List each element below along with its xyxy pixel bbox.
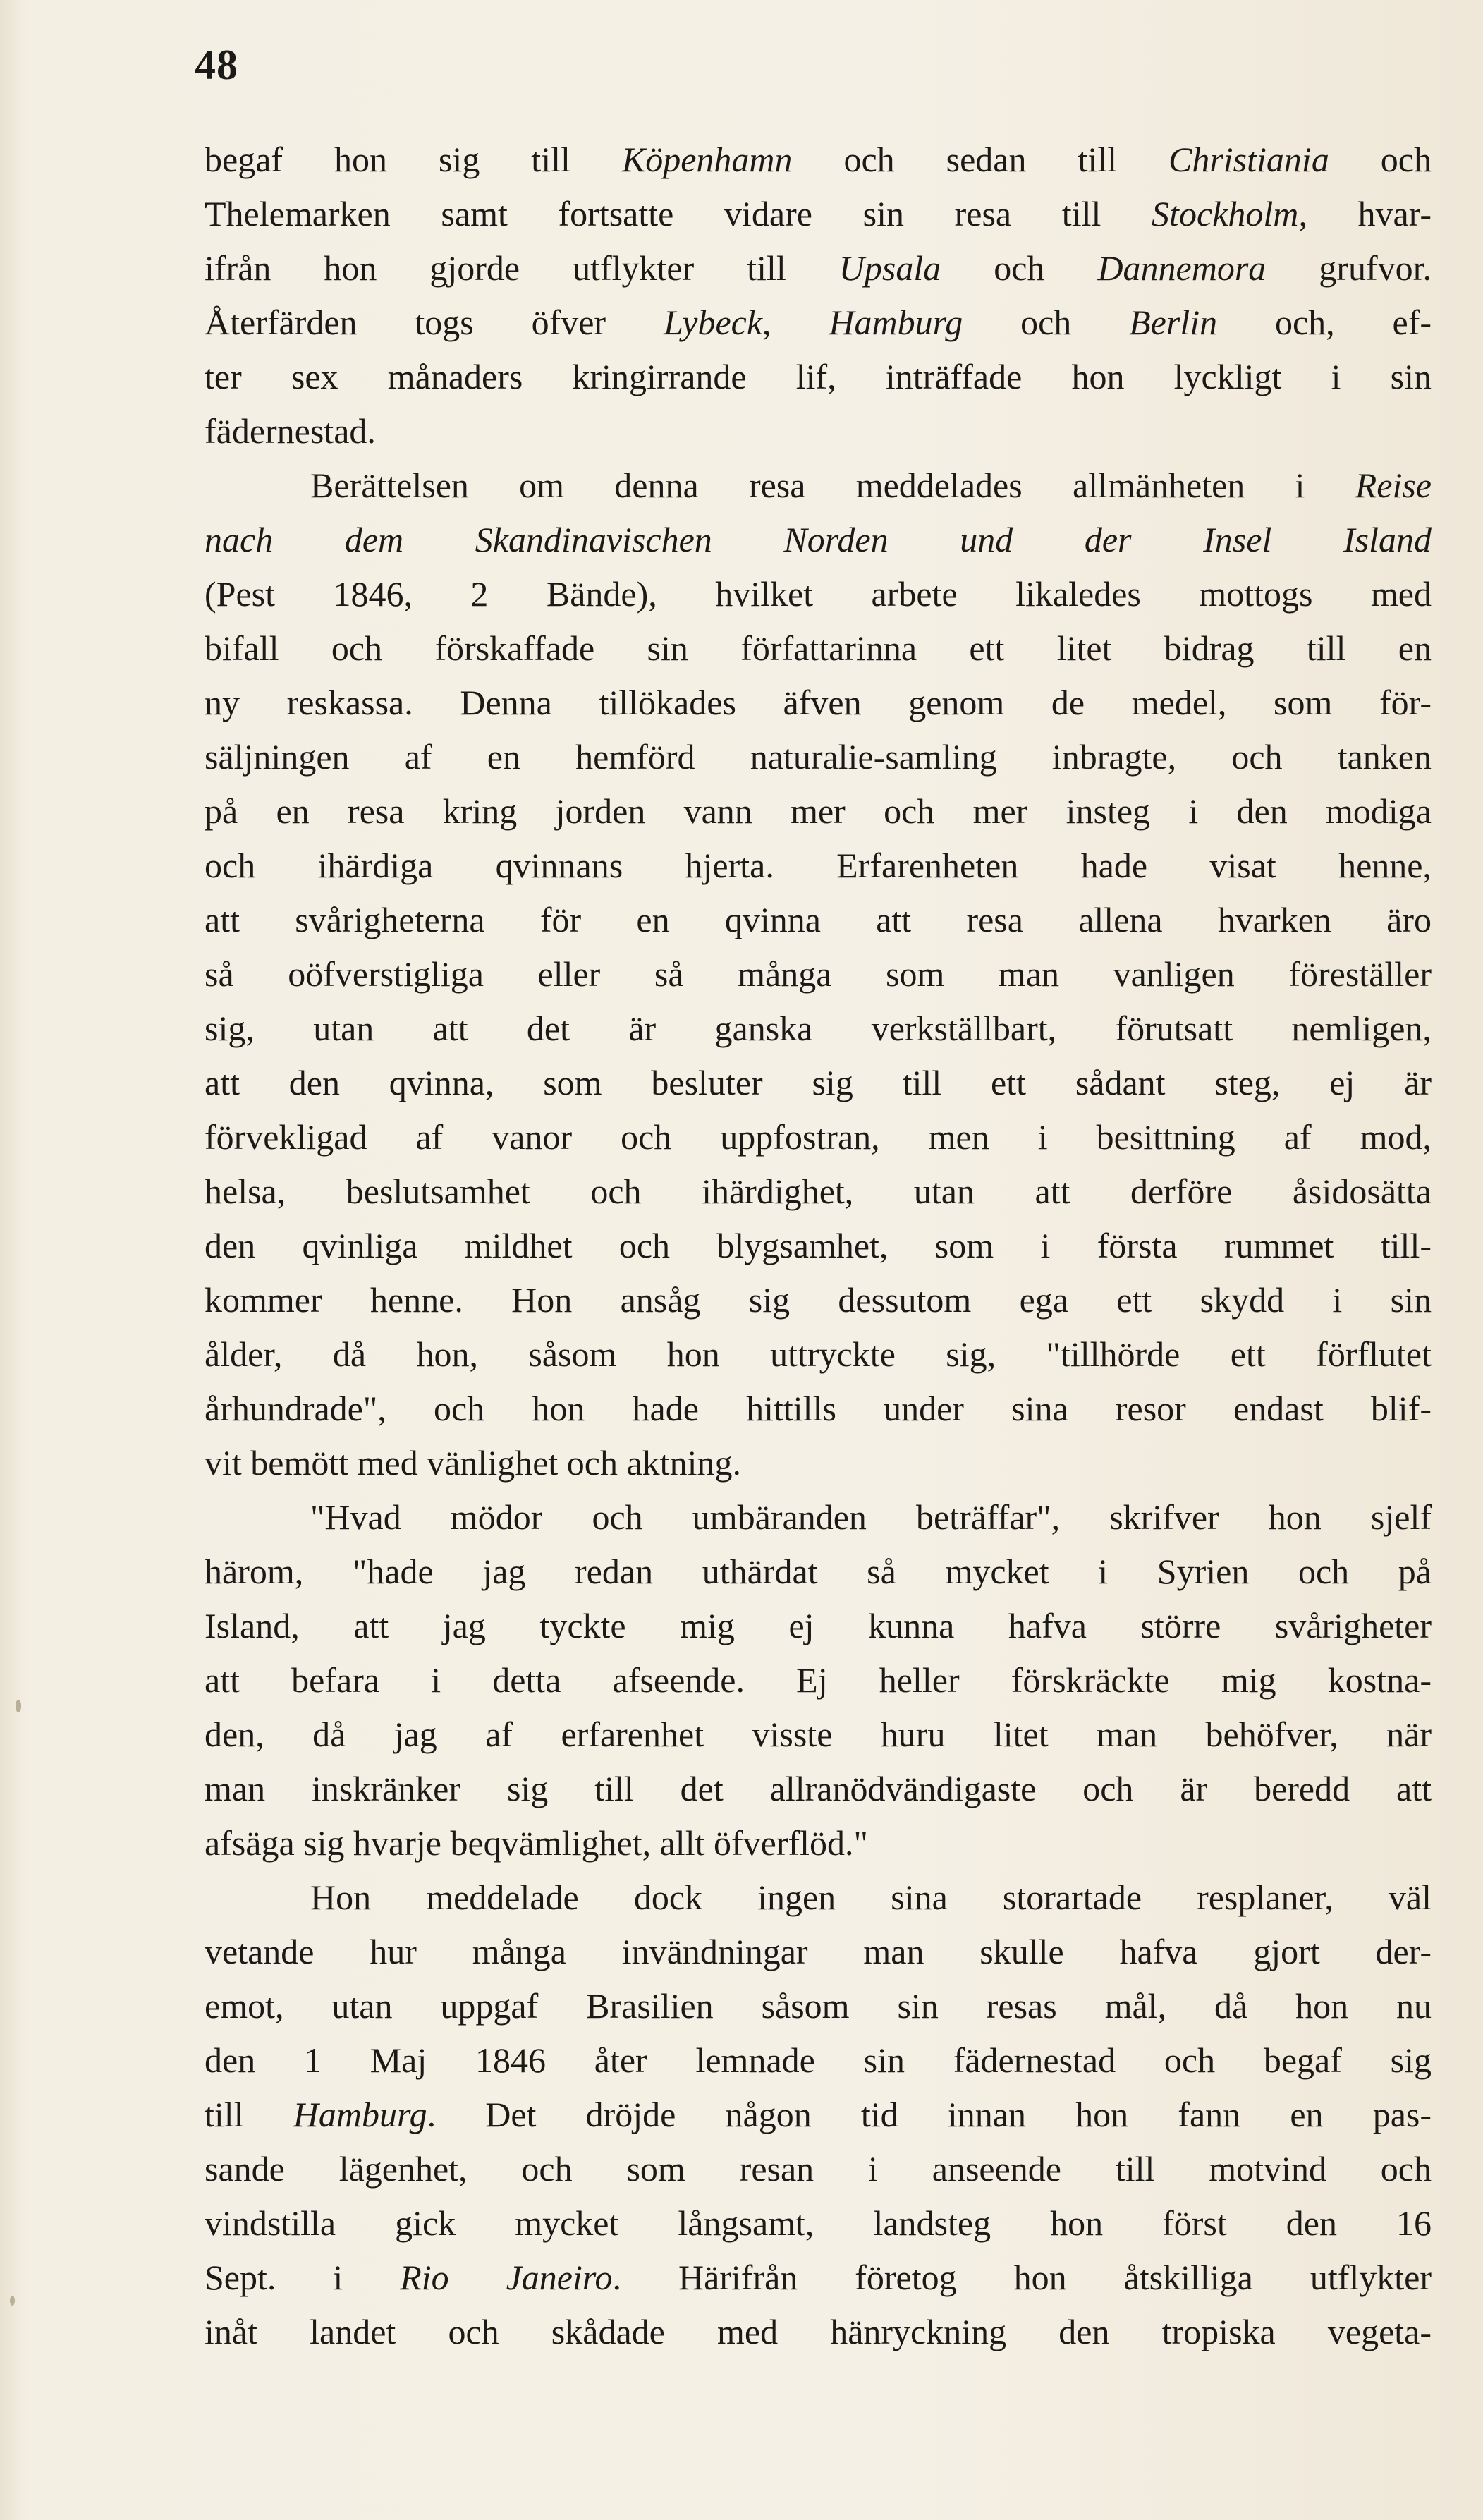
text-segment: säljningen af en hemförd naturalie-samling inbragte, och tanken bbox=[205, 737, 1432, 777]
text-line bbox=[205, 2305, 1432, 2359]
text-segment: Berättelsen om denna resa meddelades allmänheten i bbox=[310, 465, 1355, 505]
text-line bbox=[205, 187, 1432, 241]
text-line bbox=[205, 2033, 1432, 2088]
text-line bbox=[205, 2196, 1432, 2251]
text-segment: ifrån hon gjorde utflykter till bbox=[205, 248, 839, 288]
text-line bbox=[205, 2088, 1432, 2142]
text-segment: så oöfverstigliga eller så många som man vanligen föreställer bbox=[205, 954, 1432, 994]
text-line bbox=[205, 1002, 1432, 1056]
text-segment: och bbox=[941, 248, 1098, 288]
text-line bbox=[205, 1490, 1432, 1545]
text-line bbox=[205, 458, 1432, 513]
text-line bbox=[205, 784, 1432, 839]
text-line bbox=[205, 1762, 1432, 1816]
text-line bbox=[205, 241, 1432, 296]
text-segment: (Pest 1846, 2 Bände), hvilket arbete likaledes mottogs med bbox=[205, 574, 1432, 614]
italic-text-segment: Hamburg bbox=[293, 2095, 427, 2134]
text-segment: att svårigheterna för en qvinna att resa allena hvarken äro bbox=[205, 900, 1432, 939]
text-line bbox=[205, 1816, 1432, 1870]
text-segment: att befara i detta afseende. Ej heller förskräckte mig kostna- bbox=[205, 1660, 1432, 1700]
text-line bbox=[205, 133, 1432, 187]
text-segment: , bbox=[762, 303, 829, 342]
text-segment: och ihärdiga qvinnans hjerta. Erfarenheten hade visat henne, bbox=[205, 846, 1432, 885]
text-segment: Sept. i bbox=[205, 2258, 401, 2297]
paper-speck bbox=[10, 2296, 15, 2306]
text-line bbox=[205, 676, 1432, 730]
text-segment: afsäga sig hvarje beqvämlighet, allt öfverflöd." bbox=[205, 1823, 868, 1863]
text-line bbox=[205, 1653, 1432, 1708]
text-segment: förvekligad af vanor och uppfostran, men i besittning af mod, bbox=[205, 1117, 1432, 1157]
text-line bbox=[205, 1164, 1432, 1219]
text-line bbox=[205, 1599, 1432, 1653]
text-segment: ny reskassa. Denna tillökades äfven genom de medel, som för- bbox=[205, 683, 1432, 722]
text-segment: och bbox=[963, 303, 1130, 342]
text-segment: kommer henne. Hon ansåg sig dessutom ega ett skydd i sin bbox=[205, 1280, 1432, 1320]
text-segment: vindstilla gick mycket långsamt, landsteg hon först den 16 bbox=[205, 2203, 1432, 2243]
text-segment: man inskränker sig till det allranödvändigaste och är beredd att bbox=[205, 1769, 1432, 1808]
text-segment: inåt landet och skådade med hänryckning den tropiska vegeta- bbox=[205, 2312, 1432, 2351]
text-line bbox=[205, 296, 1432, 350]
italic-text-segment: Reise bbox=[1355, 465, 1432, 505]
page-number: 48 bbox=[195, 42, 238, 88]
text-segment: helsa, beslutsamhet och ihärdighet, utan att derföre åsidosätta bbox=[205, 1171, 1432, 1211]
paper-speck bbox=[16, 1700, 21, 1712]
text-line bbox=[205, 893, 1432, 947]
italic-text-segment: Christiania bbox=[1168, 140, 1329, 179]
text-segment: emot, utan uppgaf Brasilien såsom sin resas mål, då hon nu bbox=[205, 1986, 1432, 2026]
text-segment: på en resa kring jorden vann mer och mer insteg i den modiga bbox=[205, 791, 1432, 831]
text-line bbox=[205, 1273, 1432, 1327]
text-line bbox=[205, 621, 1432, 676]
text-segment: vetande hur många invändningar man skulle hafva gjort der- bbox=[205, 1932, 1432, 1971]
italic-text-segment: Rio Janeiro bbox=[400, 2258, 613, 2297]
text-line bbox=[205, 730, 1432, 784]
text-segment: sig, utan att det är ganska verkställbart, förutsatt nemligen, bbox=[205, 1009, 1432, 1048]
text-line bbox=[205, 2251, 1432, 2305]
text-segment: grufvor. bbox=[1266, 248, 1432, 288]
text-line bbox=[205, 404, 1432, 458]
text-line bbox=[205, 567, 1432, 621]
text-line bbox=[205, 1708, 1432, 1762]
text-segment: den 1 Maj 1846 åter lemnade sin fädernestad och begaf sig bbox=[205, 2040, 1432, 2080]
text-segment: att den qvinna, som besluter sig till ett sådant steg, ej är bbox=[205, 1063, 1432, 1102]
italic-text-segment: Köpenhamn bbox=[621, 140, 793, 179]
text-segment: och bbox=[1329, 140, 1432, 179]
text-line bbox=[205, 1327, 1432, 1382]
text-segment: . Härifrån företog hon åtskilliga utflykter bbox=[612, 2258, 1432, 2297]
body-text bbox=[205, 133, 1432, 2359]
text-line bbox=[205, 1110, 1432, 1164]
text-line bbox=[205, 1056, 1432, 1110]
italic-text-segment: nach dem Skandinavischen Norden und der Insel Island bbox=[205, 520, 1432, 559]
text-segment: Återfärden togs öfver bbox=[205, 303, 664, 342]
text-segment: bifall och förskaffade sin författarinna ett litet bidrag till en bbox=[205, 628, 1432, 668]
text-line bbox=[205, 1436, 1432, 1490]
text-line bbox=[205, 2142, 1432, 2196]
text-segment: "Hvad mödor och umbäranden beträffar", skrifver hon sjelf bbox=[310, 1497, 1432, 1537]
italic-text-segment: Stockholm, bbox=[1152, 194, 1307, 233]
text-segment: den, då jag af erfarenhet visste huru litet man behöfver, när bbox=[205, 1715, 1432, 1754]
text-segment: fädernestad. bbox=[205, 411, 376, 451]
text-line bbox=[205, 513, 1432, 567]
text-segment: århundrade", och hon hade hittills under sina resor endast blif- bbox=[205, 1389, 1432, 1428]
text-line bbox=[205, 1979, 1432, 2033]
text-segment: begaf hon sig till bbox=[205, 140, 622, 179]
text-segment: Island, att jag tyckte mig ej kunna hafva större svårigheter bbox=[205, 1606, 1432, 1645]
text-segment: vit bemött med vänlighet och aktning. bbox=[205, 1443, 741, 1483]
text-line bbox=[205, 1219, 1432, 1273]
text-line bbox=[205, 1382, 1432, 1436]
text-segment: hvar- bbox=[1307, 194, 1432, 233]
text-line bbox=[205, 1925, 1432, 1979]
text-segment: härom, "hade jag redan uthärdat så mycket i Syrien och på bbox=[205, 1552, 1432, 1591]
text-segment: och sedan till bbox=[792, 140, 1168, 179]
italic-text-segment: Lybeck bbox=[663, 303, 763, 342]
text-segment: Thelemarken samt fortsatte vidare sin resa till bbox=[205, 194, 1152, 233]
text-segment: den qvinliga mildhet och blygsamhet, som i första rummet till- bbox=[205, 1226, 1432, 1265]
text-line bbox=[205, 1545, 1432, 1599]
italic-text-segment: Hamburg bbox=[829, 303, 963, 342]
italic-text-segment: Upsala bbox=[838, 248, 941, 288]
text-segment: till bbox=[205, 2095, 293, 2134]
text-segment: ter sex månaders kringirrande lif, inträffade hon lyckligt i sin bbox=[205, 357, 1432, 396]
text-line bbox=[205, 839, 1432, 893]
text-segment: . Det dröjde någon tid innan hon fann en pas- bbox=[427, 2095, 1432, 2134]
text-line bbox=[205, 947, 1432, 1002]
text-line bbox=[205, 1870, 1432, 1925]
text-line bbox=[205, 350, 1432, 404]
italic-text-segment: Dannemora bbox=[1097, 248, 1267, 288]
text-segment: och, ef- bbox=[1217, 303, 1432, 342]
text-segment: ålder, då hon, såsom hon uttryckte sig, "tillhörde ett förflutet bbox=[205, 1334, 1432, 1374]
italic-text-segment: Berlin bbox=[1129, 303, 1218, 342]
text-segment: Hon meddelade dock ingen sina storartade resplaner, väl bbox=[310, 1877, 1432, 1917]
text-segment: sande lägenhet, och som resan i anseende till motvind och bbox=[205, 2149, 1432, 2189]
